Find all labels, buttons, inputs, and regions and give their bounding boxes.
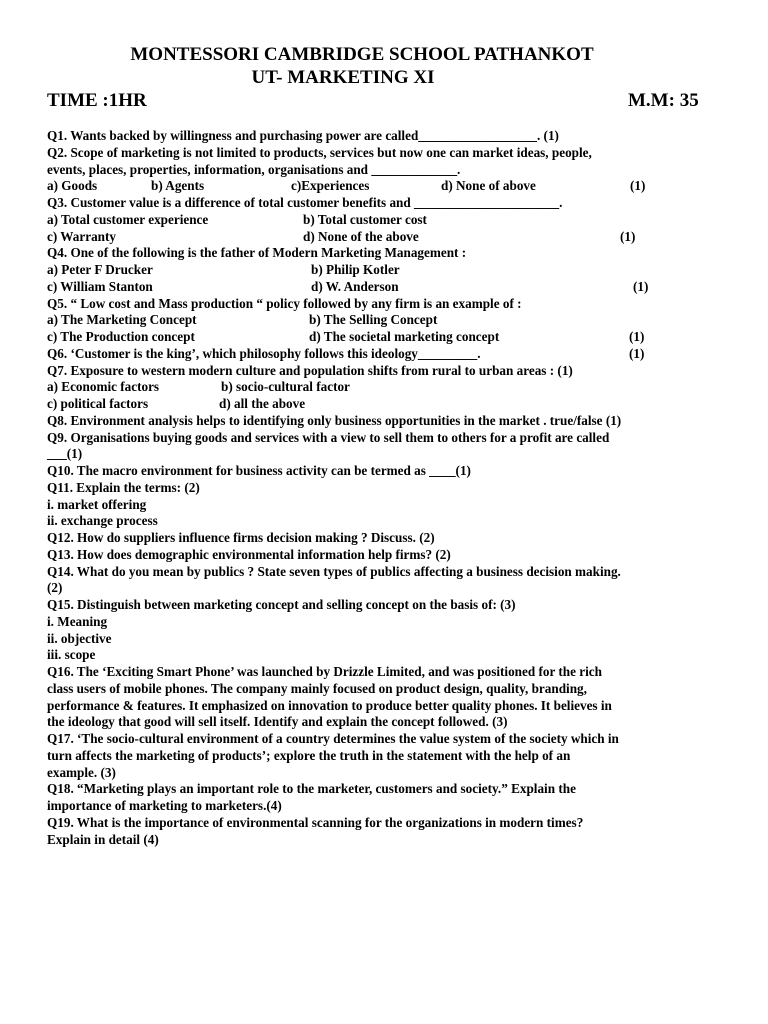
- line-text: ___(1): [47, 446, 83, 462]
- question-line: [47, 245, 737, 262]
- question-line: [47, 178, 737, 195]
- question-line: [47, 312, 737, 329]
- questions-body: [47, 128, 737, 848]
- question-line: [47, 698, 737, 715]
- line-text: importance of marketing to marketers.(4): [47, 798, 282, 813]
- question-line: [47, 731, 737, 748]
- line-text: c)Experiences: [291, 178, 370, 194]
- question-line: [47, 262, 737, 279]
- line-text: (1): [620, 228, 636, 244]
- question-line: [47, 463, 737, 480]
- line-text: Q3. Customer value is a difference of total customer benefits and ______________________.: [47, 195, 563, 210]
- question-line: [47, 614, 737, 631]
- line-text: i. market offering: [47, 496, 147, 512]
- school-name: MONTESSORI CAMBRIDGE SCHOOL PATHANKOT: [130, 44, 594, 65]
- question-line: [47, 765, 737, 782]
- line-text: Q6. ‘Customer is the king’, which philosophy follows this ideology_________.: [47, 345, 481, 361]
- line-text: a) Goods: [47, 178, 98, 194]
- line-text: (1): [633, 278, 649, 294]
- question-line: [47, 815, 737, 832]
- line-text: Q18. “Marketing plays an important role to the marketer, customers and society.” Explain the: [47, 781, 576, 797]
- question-line: [47, 379, 737, 396]
- line-text: Q16. The ‘Exciting Smart Phone’ was launched by Drizzle Limited, and was positioned for the rich: [47, 664, 602, 679]
- line-text: Q19. What is the importance of environmental scanning for the organizations in modern times?: [47, 814, 584, 830]
- question-line: [47, 279, 737, 296]
- line-text: ii. objective: [47, 630, 112, 646]
- line-text: d) all the above: [219, 396, 306, 411]
- line-text: (1): [629, 329, 645, 344]
- line-text: events, places, properties, information, organisations and _____________.: [47, 161, 461, 177]
- question-line: [47, 229, 737, 246]
- question-line: [47, 631, 737, 648]
- line-text: b) Agents: [151, 178, 205, 194]
- question-line: [47, 832, 737, 849]
- question-line: [47, 547, 737, 564]
- question-line: [47, 480, 737, 497]
- line-text: b) Philip Kotler: [311, 262, 400, 277]
- line-text: b) socio-cultural factor: [221, 379, 350, 395]
- line-text: Q9. Organisations buying goods and services with a view to sell them to others for a profit are called: [47, 429, 610, 445]
- line-text: Q8. Environment analysis helps to identifying only business opportunities in the market . true/false (1): [47, 412, 622, 428]
- question-line: [47, 580, 737, 597]
- line-text: the ideology that good will sell itself. Identify and explain the concept followed. (3): [47, 714, 508, 730]
- line-text: b) Total customer cost: [303, 211, 427, 227]
- question-line: [47, 346, 737, 363]
- question-line: [47, 564, 737, 581]
- line-text: a) Total customer experience: [47, 211, 209, 227]
- line-text: b) The Selling Concept: [309, 312, 438, 328]
- line-text: performance & features. It emphasized on innovation to produce better quality phones. It believes in: [47, 697, 612, 713]
- line-text: a) Peter F Drucker: [47, 262, 153, 277]
- line-text: Q15. Distinguish between marketing concept and selling concept on the basis of: (3): [47, 597, 516, 612]
- question-line: [47, 329, 737, 346]
- line-text: iii. scope: [47, 647, 96, 663]
- line-text: a) Economic factors: [47, 379, 160, 395]
- question-line: [47, 162, 737, 179]
- line-text: class users of mobile phones. The company mainly focused on product design, quality, branding,: [47, 680, 587, 696]
- line-text: d) W. Anderson: [311, 278, 399, 294]
- question-line: [47, 714, 737, 731]
- line-text: Q1. Wants backed by willingness and purchasing power are called__________________. (1): [47, 128, 559, 143]
- line-text: (2): [47, 580, 63, 596]
- line-text: Q17. ‘The socio-cultural environment of a country determines the value system of the society which in: [47, 731, 619, 746]
- line-text: Q5. “ Low cost and Mass production “ policy followed by any firm is an example of :: [47, 295, 522, 311]
- line-text: i. Meaning: [47, 613, 108, 629]
- question-line: [47, 497, 737, 514]
- question-line: [47, 530, 737, 547]
- line-text: ii. exchange process: [47, 513, 158, 529]
- line-text: Explain in detail (4): [47, 831, 159, 847]
- line-text: c) The Production concept: [47, 329, 195, 344]
- line-text: (1): [629, 345, 645, 361]
- line-text: d) None of the above: [303, 228, 419, 244]
- question-line: [47, 597, 737, 614]
- line-text: c) political factors: [47, 396, 149, 411]
- question-line: [47, 145, 737, 162]
- question-line: [47, 798, 737, 815]
- question-line: [47, 430, 737, 447]
- question-line: [47, 413, 737, 430]
- line-text: Q10. The macro environment for business activity can be termed as ____(1): [47, 463, 471, 478]
- question-line: [47, 681, 737, 698]
- line-text: d) The societal marketing concept: [309, 329, 500, 344]
- question-line: [47, 396, 737, 413]
- time-allowed: TIME :1HR: [47, 90, 147, 111]
- line-text: a) The Marketing Concept: [47, 312, 197, 328]
- line-text: c) William Stanton: [47, 278, 153, 294]
- line-text: Q14. What do you mean by publics ? State seven types of publics affecting a business decision making.: [47, 563, 621, 579]
- question-line: [47, 212, 737, 229]
- question-line: [47, 363, 737, 380]
- question-line: [47, 195, 737, 212]
- question-line: [47, 446, 737, 463]
- line-text: Q2. Scope of marketing is not limited to products, services but now one can market ideas, people,: [47, 144, 592, 160]
- question-line: [47, 647, 737, 664]
- question-line: [47, 781, 737, 798]
- line-text: Q13. How does demographic environmental information help firms? (2): [47, 546, 451, 562]
- question-line: [47, 513, 737, 530]
- question-line: [47, 296, 737, 313]
- line-text: Q7. Exposure to western modern culture and population shifts from rural to urban areas : (1): [47, 362, 573, 378]
- line-text: (1): [630, 178, 646, 194]
- line-text: c) Warranty: [47, 228, 116, 244]
- line-text: d) None of above: [441, 178, 536, 194]
- maximum-marks: M.M: 35: [628, 90, 699, 111]
- question-line: [47, 128, 737, 145]
- line-text: turn affects the marketing of products’; explore the truth in the statement with the help of an: [47, 747, 571, 763]
- line-text: Q12. How do suppliers influence firms decision making ? Discuss. (2): [47, 530, 435, 545]
- line-text: Q4. One of the following is the father of Modern Marketing Management :: [47, 245, 467, 261]
- question-line: [47, 748, 737, 765]
- question-line: [47, 664, 737, 681]
- line-text: example. (3): [47, 764, 116, 780]
- line-text: Q11. Explain the terms: (2): [47, 479, 200, 495]
- exam-title: UT- MARKETING XI: [251, 67, 435, 88]
